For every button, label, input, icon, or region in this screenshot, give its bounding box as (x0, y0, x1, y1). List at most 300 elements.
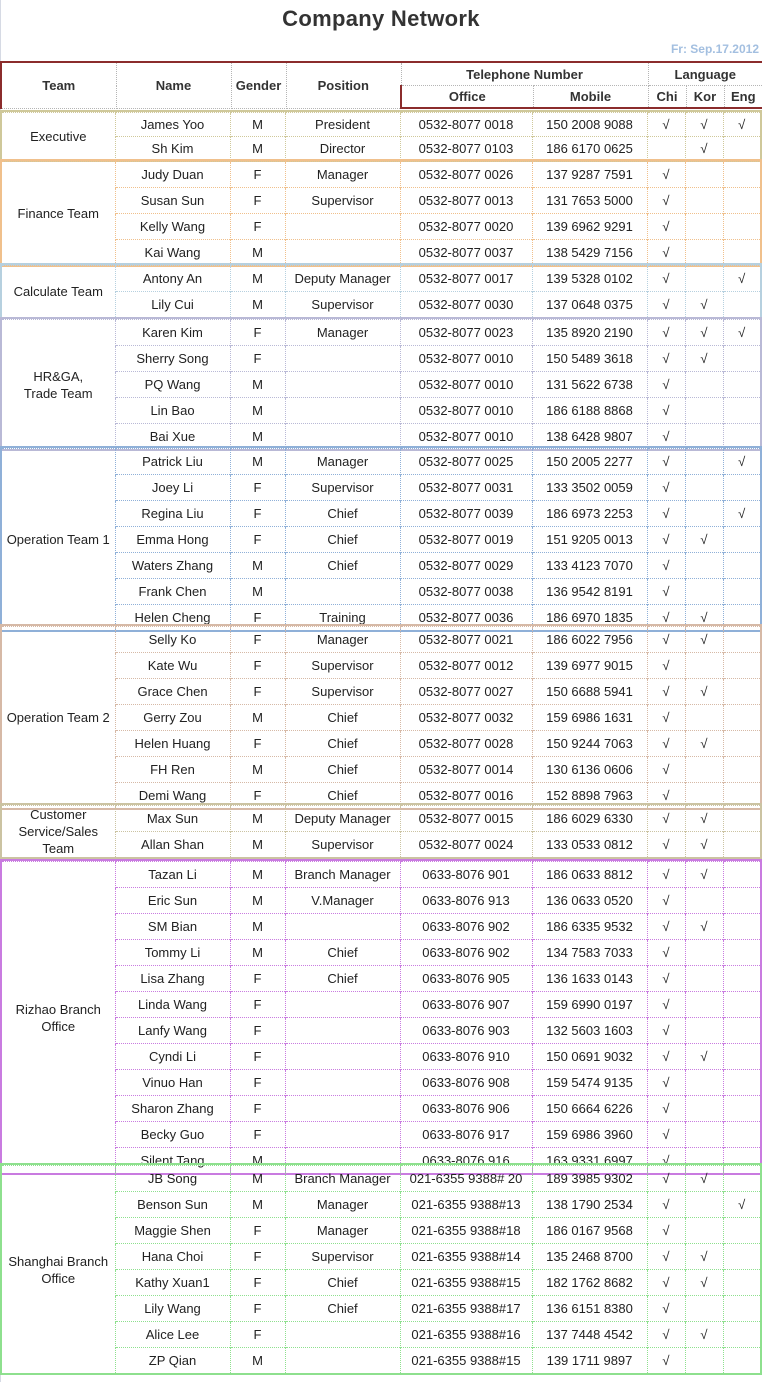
position-cell: Chief (285, 1296, 400, 1322)
language-eng-check (723, 992, 760, 1018)
mobile-phone: 133 0533 0812 (532, 832, 647, 858)
language-chi-check: √ (647, 372, 685, 398)
position-cell: Manager (285, 1218, 400, 1244)
gender-cell: F (230, 1296, 285, 1322)
employee-name: Waters Zhang (115, 553, 230, 579)
table-row (2, 292, 760, 318)
language-chi-check: √ (647, 527, 685, 553)
employee-name: Hana Choi (115, 1244, 230, 1270)
team-table (2, 319, 760, 449)
office-phone: 0633-8076 902 (400, 940, 532, 966)
team-table (2, 861, 760, 1173)
language-kor-check: √ (685, 806, 723, 832)
employee-name: Patrick Liu (115, 449, 230, 475)
position-cell (285, 1070, 400, 1096)
language-chi-check: √ (647, 579, 685, 605)
language-kor-check: √ (685, 862, 723, 888)
language-chi-check: √ (647, 1322, 685, 1348)
team-name: Finance Team (2, 162, 115, 266)
mobile-phone: 150 6688 5941 (532, 679, 647, 705)
mobile-phone: 131 7653 5000 (532, 188, 647, 214)
team-name: Shanghai Branch Office (2, 1166, 115, 1374)
mobile-phone: 150 0691 9032 (532, 1044, 647, 1070)
gender-cell: F (230, 346, 285, 372)
employee-name: Karen Kim (115, 320, 230, 346)
employee-name: SM Bian (115, 914, 230, 940)
employee-name: ZP Qian (115, 1348, 230, 1374)
position-cell (285, 1322, 400, 1348)
language-chi-check: √ (647, 1270, 685, 1296)
position-cell: Supervisor (285, 292, 400, 318)
employee-name: Demi Wang (115, 783, 230, 809)
gender-cell: M (230, 240, 285, 266)
language-chi-check: √ (647, 1122, 685, 1148)
gender-cell: M (230, 1148, 285, 1174)
position-cell: Manager (285, 627, 400, 653)
position-cell: Supervisor (285, 653, 400, 679)
table-row (2, 1018, 760, 1044)
employee-name: Silent Tang (115, 1148, 230, 1174)
language-chi-check: √ (647, 501, 685, 527)
language-eng-check: √ (723, 1192, 760, 1218)
date-label: Fr: Sep.17.2012 (670, 42, 759, 56)
gender-cell: F (230, 527, 285, 553)
language-kor-check: √ (685, 137, 723, 161)
mobile-phone: 138 6428 9807 (532, 424, 647, 450)
language-kor-check: √ (685, 346, 723, 372)
language-chi-check: √ (647, 832, 685, 858)
mobile-phone: 186 6022 7956 (532, 627, 647, 653)
team-name: Executive (2, 113, 115, 161)
office-phone: 0532-8077 0103 (400, 137, 532, 161)
table-row (2, 214, 760, 240)
position-cell: Chief (285, 527, 400, 553)
language-eng-check (723, 888, 760, 914)
position-cell: Chief (285, 966, 400, 992)
position-cell: Manager (285, 320, 400, 346)
team-name: Calculate Team (2, 266, 115, 318)
office-phone: 021-6355 9388#16 (400, 1322, 532, 1348)
team-group (0, 859, 762, 1175)
employee-name: Sherry Song (115, 346, 230, 372)
team-table (2, 448, 760, 630)
office-phone: 021-6355 9388#15 (400, 1348, 532, 1374)
office-phone: 0532-8077 0027 (400, 679, 532, 705)
table-row (2, 188, 760, 214)
position-cell: Manager (285, 449, 400, 475)
team-table (2, 161, 760, 265)
language-chi-check: √ (647, 914, 685, 940)
employee-name: Benson Sun (115, 1192, 230, 1218)
position-cell: Chief (285, 783, 400, 809)
office-phone: 0532-8077 0010 (400, 372, 532, 398)
page-title: Company Network (282, 6, 480, 31)
language-kor-check: √ (685, 1244, 723, 1270)
table-row (2, 705, 760, 731)
office-phone: 0633-8076 910 (400, 1044, 532, 1070)
gender-cell: M (230, 424, 285, 450)
team-name: HR&GA, Trade Team (2, 320, 115, 450)
language-chi-check: √ (647, 449, 685, 475)
language-kor-check: √ (685, 320, 723, 346)
language-chi-check: √ (647, 1096, 685, 1122)
office-phone: 021-6355 9388#18 (400, 1218, 532, 1244)
language-kor-check (685, 553, 723, 579)
employee-name: Sh Kim (115, 137, 230, 161)
position-cell: Branch Manager (285, 1166, 400, 1192)
table-row (2, 372, 760, 398)
language-eng-check (723, 1070, 760, 1096)
language-eng-check (723, 292, 760, 318)
language-chi-check: √ (647, 627, 685, 653)
language-kor-check (685, 501, 723, 527)
office-phone: 0633-8076 901 (400, 862, 532, 888)
office-phone: 0532-8077 0032 (400, 705, 532, 731)
office-phone: 0532-8077 0016 (400, 783, 532, 809)
table-row (2, 1192, 760, 1218)
position-cell (285, 346, 400, 372)
language-eng-check (723, 832, 760, 858)
table-row (2, 579, 760, 605)
language-chi-check: √ (647, 992, 685, 1018)
office-phone: 0633-8076 916 (400, 1148, 532, 1174)
language-chi-check: √ (647, 1296, 685, 1322)
language-chi-check: √ (647, 605, 685, 631)
header-language: Language (648, 62, 762, 86)
table-row (2, 627, 760, 653)
language-eng-check (723, 806, 760, 832)
language-eng-check (723, 1096, 760, 1122)
gender-cell: F (230, 605, 285, 631)
mobile-phone: 139 6977 9015 (532, 653, 647, 679)
language-chi-check: √ (647, 346, 685, 372)
language-eng-check (723, 475, 760, 501)
employee-name: Max Sun (115, 806, 230, 832)
language-eng-check (723, 679, 760, 705)
gender-cell: F (230, 966, 285, 992)
position-cell (285, 1096, 400, 1122)
language-kor-check (685, 653, 723, 679)
position-cell (285, 398, 400, 424)
office-phone: 0532-8077 0018 (400, 113, 532, 137)
table-row (2, 862, 760, 888)
gender-cell: F (230, 653, 285, 679)
gender-cell: F (230, 1244, 285, 1270)
employee-name: Tazan Li (115, 862, 230, 888)
header-kor: Kor (686, 86, 724, 109)
team-name: Operation Team 1 (2, 449, 115, 631)
table-row (2, 806, 760, 832)
mobile-phone: 159 5474 9135 (532, 1070, 647, 1096)
language-kor-check (685, 266, 723, 292)
table-row (2, 501, 760, 527)
table-row (2, 1296, 760, 1322)
mobile-phone: 138 1790 2534 (532, 1192, 647, 1218)
position-cell: Director (285, 137, 400, 161)
mobile-phone: 136 9542 8191 (532, 579, 647, 605)
table-row (2, 1166, 760, 1192)
language-eng-check (723, 1166, 760, 1192)
language-kor-check (685, 398, 723, 424)
mobile-phone: 136 6151 8380 (532, 1296, 647, 1322)
position-cell: Supervisor (285, 475, 400, 501)
table-row (2, 1270, 760, 1296)
mobile-phone: 186 6335 9532 (532, 914, 647, 940)
table-row (2, 1070, 760, 1096)
position-cell: Chief (285, 940, 400, 966)
language-eng-check (723, 346, 760, 372)
header-office: Office (401, 86, 533, 109)
gender-cell: M (230, 1166, 285, 1192)
language-chi-check: √ (647, 757, 685, 783)
office-phone: 0532-8077 0029 (400, 553, 532, 579)
mobile-phone: 152 8898 7963 (532, 783, 647, 809)
office-phone: 0532-8077 0020 (400, 214, 532, 240)
language-kor-check (685, 475, 723, 501)
table-row (2, 346, 760, 372)
employee-name: Frank Chen (115, 579, 230, 605)
office-phone: 0532-8077 0013 (400, 188, 532, 214)
mobile-phone: 150 5489 3618 (532, 346, 647, 372)
gender-cell: M (230, 862, 285, 888)
header-team: Team (1, 62, 116, 108)
gender-cell: M (230, 806, 285, 832)
header-name: Name (116, 62, 231, 108)
language-kor-check (685, 162, 723, 188)
employee-name: Lisa Zhang (115, 966, 230, 992)
language-kor-check (685, 214, 723, 240)
language-kor-check: √ (685, 679, 723, 705)
language-chi-check: √ (647, 1348, 685, 1374)
gender-cell: M (230, 705, 285, 731)
language-chi-check: √ (647, 113, 685, 137)
office-phone: 021-6355 9388#17 (400, 1296, 532, 1322)
employee-name: Helen Cheng (115, 605, 230, 631)
language-kor-check: √ (685, 113, 723, 137)
mobile-phone: 131 5622 6738 (532, 372, 647, 398)
team-table (2, 112, 760, 160)
office-phone: 0633-8076 906 (400, 1096, 532, 1122)
language-kor-check (685, 1348, 723, 1374)
office-phone: 0532-8077 0015 (400, 806, 532, 832)
language-chi-check: √ (647, 240, 685, 266)
mobile-phone: 137 0648 0375 (532, 292, 647, 318)
office-phone: 0633-8076 907 (400, 992, 532, 1018)
language-eng-check (723, 966, 760, 992)
gender-cell: M (230, 914, 285, 940)
office-phone: 0532-8077 0019 (400, 527, 532, 553)
employee-name: Kelly Wang (115, 214, 230, 240)
mobile-phone: 150 2005 2277 (532, 449, 647, 475)
office-phone: 0633-8076 902 (400, 914, 532, 940)
position-cell: Training (285, 605, 400, 631)
position-cell: Chief (285, 553, 400, 579)
language-eng-check (723, 627, 760, 653)
mobile-phone: 163 9331 6997 (532, 1148, 647, 1174)
office-phone: 021-6355 9388#15 (400, 1270, 532, 1296)
language-kor-check (685, 1122, 723, 1148)
mobile-phone: 134 7583 7033 (532, 940, 647, 966)
language-eng-check (723, 188, 760, 214)
language-eng-check (723, 1044, 760, 1070)
table-row (2, 1096, 760, 1122)
gender-cell: F (230, 783, 285, 809)
employee-name: Bai Xue (115, 424, 230, 450)
gender-cell: F (230, 731, 285, 757)
language-kor-check (685, 992, 723, 1018)
position-cell: Manager (285, 1192, 400, 1218)
office-phone: 0532-8077 0017 (400, 266, 532, 292)
gender-cell: M (230, 266, 285, 292)
employee-name: Maggie Shen (115, 1218, 230, 1244)
language-chi-check: √ (647, 214, 685, 240)
position-cell: Chief (285, 1270, 400, 1296)
office-phone: 021-6355 9388# 20 (400, 1166, 532, 1192)
language-eng-check (723, 162, 760, 188)
position-cell: Deputy Manager (285, 266, 400, 292)
office-phone: 0633-8076 905 (400, 966, 532, 992)
team-name: Operation Team 2 (2, 627, 115, 809)
team-group (0, 263, 762, 319)
employee-name: Regina Liu (115, 501, 230, 527)
table-row (2, 137, 760, 161)
office-phone: 0532-8077 0014 (400, 757, 532, 783)
language-chi-check: √ (647, 320, 685, 346)
team-group (0, 110, 762, 162)
header-mobile: Mobile (533, 86, 648, 109)
office-phone: 0532-8077 0010 (400, 346, 532, 372)
employee-name: Kai Wang (115, 240, 230, 266)
mobile-phone: 133 4123 7070 (532, 553, 647, 579)
position-cell: Chief (285, 705, 400, 731)
position-cell: Branch Manager (285, 862, 400, 888)
employee-name: JB Song (115, 1166, 230, 1192)
gender-cell: M (230, 398, 285, 424)
table-row (2, 398, 760, 424)
team-name: Customer Service/Sales Team (2, 806, 115, 858)
gender-cell: F (230, 1270, 285, 1296)
mobile-phone: 159 6990 0197 (532, 992, 647, 1018)
gender-cell: F (230, 1322, 285, 1348)
mobile-phone: 150 9244 7063 (532, 731, 647, 757)
office-phone: 0532-8077 0023 (400, 320, 532, 346)
team-table (2, 1165, 760, 1373)
language-eng-check (723, 757, 760, 783)
position-cell: V.Manager (285, 888, 400, 914)
table-row (2, 1218, 760, 1244)
office-phone: 0633-8076 917 (400, 1122, 532, 1148)
language-chi-check: √ (647, 398, 685, 424)
mobile-phone: 186 0167 9568 (532, 1218, 647, 1244)
employee-name: Cyndi Li (115, 1044, 230, 1070)
employee-name: Joey Li (115, 475, 230, 501)
team-table (2, 805, 760, 857)
office-phone: 021-6355 9388#14 (400, 1244, 532, 1270)
header-eng: Eng (724, 86, 762, 109)
language-kor-check (685, 940, 723, 966)
language-eng-check: √ (723, 113, 760, 137)
team-table (2, 626, 760, 808)
language-kor-check (685, 966, 723, 992)
language-eng-check (723, 1218, 760, 1244)
language-eng-check (723, 862, 760, 888)
team-group (0, 803, 762, 859)
gender-cell: F (230, 992, 285, 1018)
table-row (2, 475, 760, 501)
team-name: Rizhao Branch Office (2, 862, 115, 1174)
header-telephone: Telephone Number (401, 62, 648, 86)
position-cell (285, 579, 400, 605)
office-phone: 0532-8077 0026 (400, 162, 532, 188)
mobile-phone: 186 6188 8868 (532, 398, 647, 424)
employee-name: Tommy Li (115, 940, 230, 966)
language-kor-check (685, 372, 723, 398)
mobile-phone: 135 2468 8700 (532, 1244, 647, 1270)
language-eng-check (723, 137, 760, 161)
language-eng-check (723, 1270, 760, 1296)
gender-cell: F (230, 1070, 285, 1096)
mobile-phone: 137 7448 4542 (532, 1322, 647, 1348)
language-chi-check: √ (647, 940, 685, 966)
gender-cell: F (230, 188, 285, 214)
language-kor-check: √ (685, 1166, 723, 1192)
language-chi-check: √ (647, 679, 685, 705)
position-cell: Supervisor (285, 679, 400, 705)
table-row (2, 266, 760, 292)
mobile-phone: 139 5328 0102 (532, 266, 647, 292)
office-phone: 0633-8076 908 (400, 1070, 532, 1096)
employee-name: Gerry Zou (115, 705, 230, 731)
language-kor-check: √ (685, 627, 723, 653)
employee-name: Selly Ko (115, 627, 230, 653)
office-phone: 0633-8076 913 (400, 888, 532, 914)
team-group (0, 624, 762, 810)
header-chi: Chi (648, 86, 686, 109)
language-kor-check (685, 579, 723, 605)
language-eng-check (723, 731, 760, 757)
position-cell: Deputy Manager (285, 806, 400, 832)
table-row (2, 553, 760, 579)
language-eng-check (723, 214, 760, 240)
language-kor-check: √ (685, 731, 723, 757)
position-cell (285, 1044, 400, 1070)
header-position: Position (286, 62, 401, 108)
mobile-phone: 132 5603 1603 (532, 1018, 647, 1044)
employee-name: Judy Duan (115, 162, 230, 188)
table-row (2, 832, 760, 858)
table-row (2, 1122, 760, 1148)
team-table (2, 265, 760, 317)
language-chi-check: √ (647, 292, 685, 318)
language-chi-check: √ (647, 862, 685, 888)
position-cell (285, 214, 400, 240)
language-chi-check: √ (647, 1192, 685, 1218)
mobile-phone: 186 6970 1835 (532, 605, 647, 631)
language-chi-check: √ (647, 424, 685, 450)
office-phone: 0532-8077 0010 (400, 398, 532, 424)
language-chi-check: √ (647, 731, 685, 757)
table-row (2, 992, 760, 1018)
office-phone: 0532-8077 0012 (400, 653, 532, 679)
position-cell: Chief (285, 731, 400, 757)
language-chi-check: √ (647, 553, 685, 579)
mobile-phone: 150 6664 6226 (532, 1096, 647, 1122)
language-chi-check: √ (647, 705, 685, 731)
office-phone: 0633-8076 903 (400, 1018, 532, 1044)
language-kor-check (685, 757, 723, 783)
language-chi-check: √ (647, 266, 685, 292)
gender-cell: M (230, 1348, 285, 1374)
